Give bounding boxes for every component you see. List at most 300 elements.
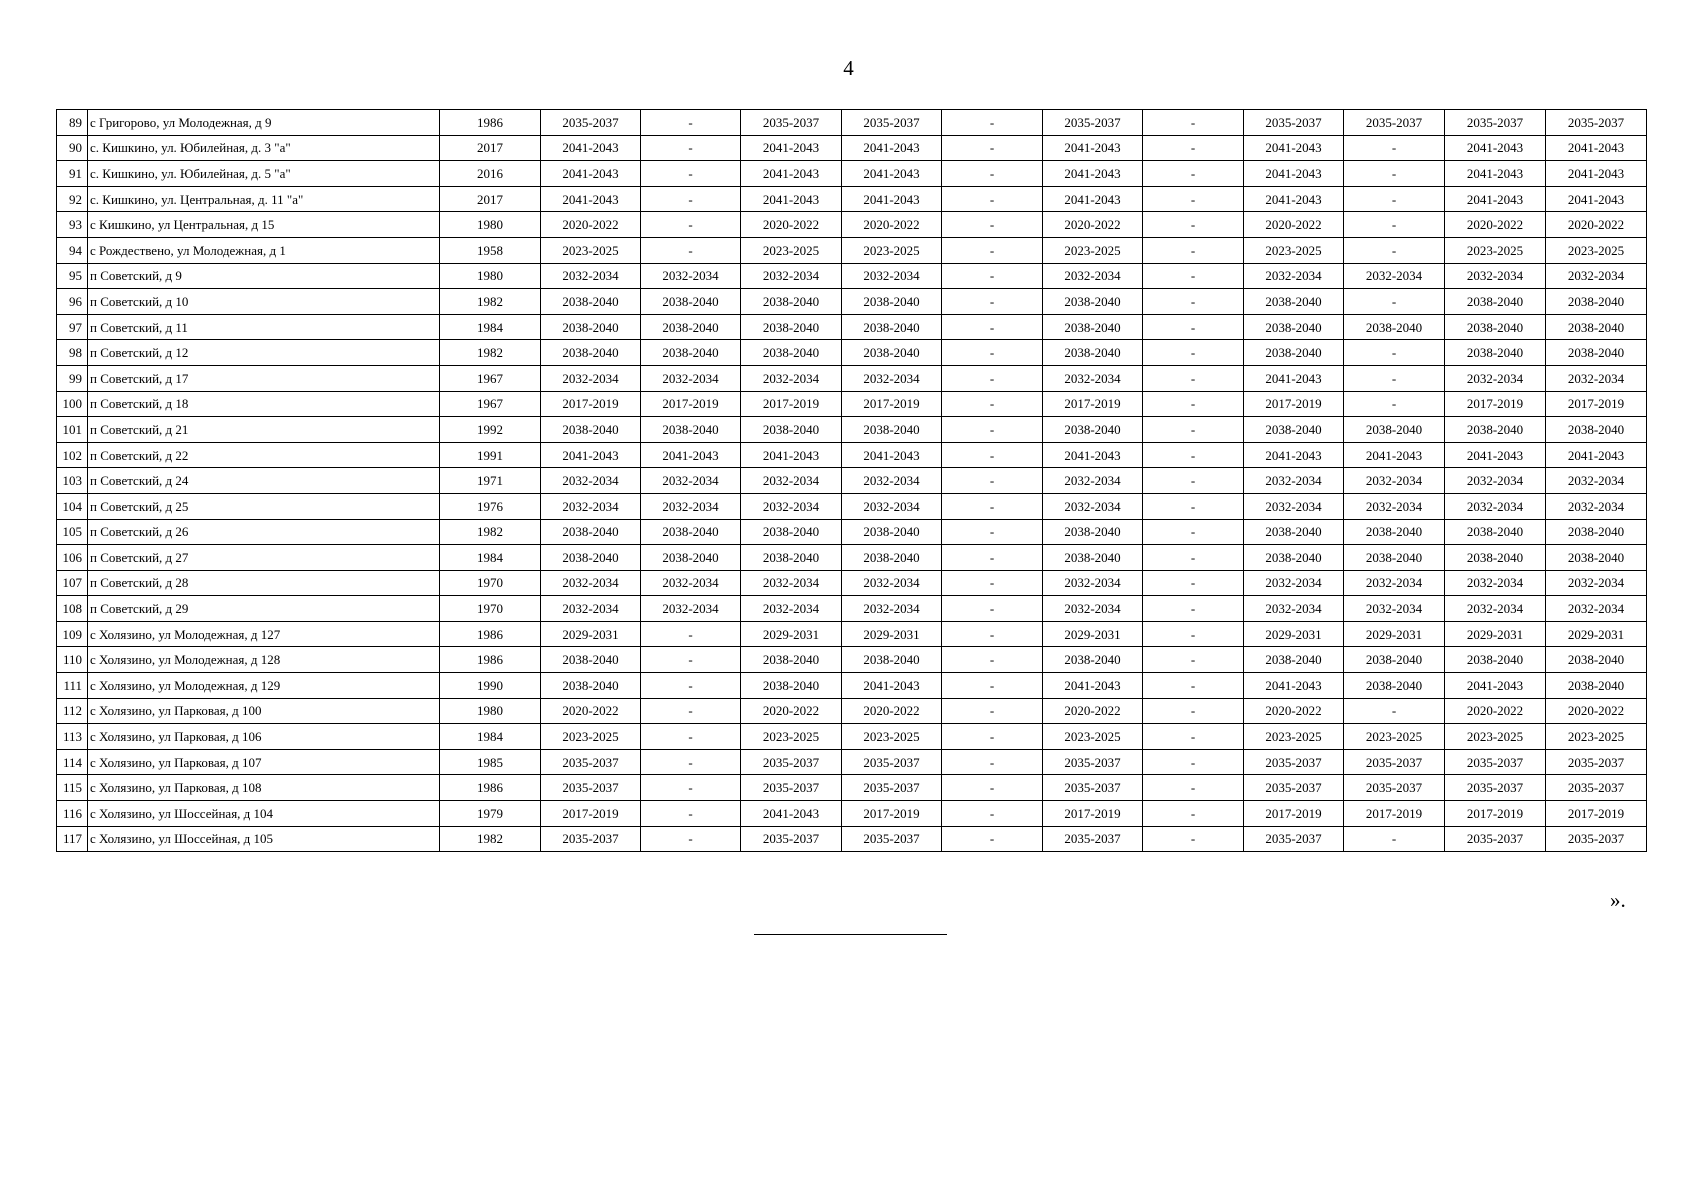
cell-period-8: 2038-2040 [1244, 314, 1344, 340]
cell-period-1: 2017-2019 [541, 391, 641, 417]
cell-period-9: - [1344, 237, 1445, 263]
cell-period-5: - [942, 596, 1043, 622]
housing-repair-schedule-table [56, 109, 1647, 852]
cell-period-11: 2032-2034 [1546, 263, 1647, 289]
table-row [57, 698, 1647, 724]
cell-row-number: 99 [57, 365, 88, 391]
cell-period-2: - [641, 161, 741, 187]
cell-period-10: 2035-2037 [1445, 826, 1546, 852]
cell-period-8: 2023-2025 [1244, 237, 1344, 263]
cell-row-number: 108 [57, 596, 88, 622]
cell-period-6: 2032-2034 [1043, 468, 1143, 494]
cell-period-10: 2032-2034 [1445, 493, 1546, 519]
cell-period-1: 2038-2040 [541, 340, 641, 366]
cell-period-4: 2038-2040 [842, 417, 942, 443]
cell-period-2: - [641, 237, 741, 263]
cell-period-8: 2032-2034 [1244, 493, 1344, 519]
cell-period-4: 2035-2037 [842, 110, 942, 136]
cell-period-2: 2038-2040 [641, 417, 741, 443]
cell-period-7: - [1143, 365, 1244, 391]
cell-period-5: - [942, 749, 1043, 775]
cell-row-number: 112 [57, 698, 88, 724]
cell-period-5: - [942, 110, 1043, 136]
cell-period-5: - [942, 673, 1043, 699]
cell-period-1: 2032-2034 [541, 468, 641, 494]
cell-period-10: 2032-2034 [1445, 468, 1546, 494]
cell-period-2: 2032-2034 [641, 570, 741, 596]
cell-row-number: 90 [57, 135, 88, 161]
table-row [57, 801, 1647, 827]
cell-period-3: 2032-2034 [741, 493, 842, 519]
table-row [57, 826, 1647, 852]
cell-period-2: - [641, 775, 741, 801]
cell-period-3: 2032-2034 [741, 570, 842, 596]
cell-period-11: 2038-2040 [1546, 519, 1647, 545]
cell-period-10: 2023-2025 [1445, 237, 1546, 263]
cell-row-number: 96 [57, 289, 88, 315]
cell-period-8: 2035-2037 [1244, 110, 1344, 136]
cell-row-number: 101 [57, 417, 88, 443]
cell-period-1: 2023-2025 [541, 237, 641, 263]
cell-period-10: 2023-2025 [1445, 724, 1546, 750]
cell-period-3: 2017-2019 [741, 391, 842, 417]
cell-period-9: - [1344, 135, 1445, 161]
cell-address: с Холязино, ул Молодежная, д 128 [88, 647, 440, 673]
cell-period-10: 2041-2043 [1445, 442, 1546, 468]
cell-period-11: 2041-2043 [1546, 186, 1647, 212]
cell-period-8: 2041-2043 [1244, 135, 1344, 161]
cell-period-7: - [1143, 801, 1244, 827]
table-row [57, 647, 1647, 673]
cell-period-9: 2032-2034 [1344, 493, 1445, 519]
cell-period-8: 2020-2022 [1244, 212, 1344, 238]
cell-year-built: 1986 [440, 621, 541, 647]
cell-period-10: 2032-2034 [1445, 365, 1546, 391]
cell-period-7: - [1143, 110, 1244, 136]
table-row [57, 442, 1647, 468]
cell-period-9: - [1344, 698, 1445, 724]
cell-row-number: 94 [57, 237, 88, 263]
cell-year-built: 1985 [440, 749, 541, 775]
cell-period-7: - [1143, 493, 1244, 519]
cell-period-9: 2023-2025 [1344, 724, 1445, 750]
cell-period-9: 2029-2031 [1344, 621, 1445, 647]
cell-period-2: - [641, 621, 741, 647]
table-body [57, 110, 1647, 852]
cell-period-10: 2038-2040 [1445, 314, 1546, 340]
cell-row-number: 110 [57, 647, 88, 673]
cell-period-8: 2035-2037 [1244, 749, 1344, 775]
cell-period-7: - [1143, 237, 1244, 263]
table-row [57, 212, 1647, 238]
cell-period-3: 2041-2043 [741, 186, 842, 212]
cell-period-1: 2035-2037 [541, 775, 641, 801]
cell-period-8: 2038-2040 [1244, 519, 1344, 545]
cell-period-10: 2038-2040 [1445, 519, 1546, 545]
cell-address: с Рождествено, ул Молодежная, д 1 [88, 237, 440, 263]
cell-period-11: 2020-2022 [1546, 212, 1647, 238]
cell-period-5: - [942, 417, 1043, 443]
cell-period-11: 2035-2037 [1546, 775, 1647, 801]
cell-period-9: 2035-2037 [1344, 110, 1445, 136]
cell-period-11: 2035-2037 [1546, 749, 1647, 775]
cell-period-6: 2038-2040 [1043, 545, 1143, 571]
cell-period-6: 2017-2019 [1043, 391, 1143, 417]
cell-period-3: 2038-2040 [741, 340, 842, 366]
cell-period-7: - [1143, 186, 1244, 212]
cell-address: п Советский, д 25 [88, 493, 440, 519]
cell-address: п Советский, д 28 [88, 570, 440, 596]
cell-year-built: 1986 [440, 647, 541, 673]
cell-period-2: 2032-2034 [641, 365, 741, 391]
cell-period-9: - [1344, 826, 1445, 852]
cell-period-1: 2032-2034 [541, 493, 641, 519]
cell-year-built: 1980 [440, 698, 541, 724]
cell-period-9: - [1344, 212, 1445, 238]
cell-period-7: - [1143, 135, 1244, 161]
cell-address: п Советский, д 24 [88, 468, 440, 494]
cell-period-6: 2032-2034 [1043, 570, 1143, 596]
cell-period-6: 2041-2043 [1043, 161, 1143, 187]
cell-period-3: 2035-2037 [741, 775, 842, 801]
cell-address: п Советский, д 27 [88, 545, 440, 571]
cell-year-built: 1982 [440, 519, 541, 545]
cell-period-9: 2038-2040 [1344, 314, 1445, 340]
cell-year-built: 1970 [440, 570, 541, 596]
cell-address: п Советский, д 9 [88, 263, 440, 289]
cell-period-2: 2038-2040 [641, 289, 741, 315]
cell-year-built: 1976 [440, 493, 541, 519]
cell-period-1: 2038-2040 [541, 314, 641, 340]
cell-period-5: - [942, 365, 1043, 391]
cell-period-1: 2017-2019 [541, 801, 641, 827]
cell-period-8: 2041-2043 [1244, 442, 1344, 468]
table-row [57, 570, 1647, 596]
cell-period-1: 2038-2040 [541, 519, 641, 545]
cell-year-built: 1992 [440, 417, 541, 443]
cell-period-3: 2041-2043 [741, 161, 842, 187]
cell-period-5: - [942, 212, 1043, 238]
cell-period-2: - [641, 749, 741, 775]
cell-period-10: 2041-2043 [1445, 161, 1546, 187]
cell-period-2: - [641, 135, 741, 161]
cell-year-built: 1958 [440, 237, 541, 263]
cell-period-4: 2041-2043 [842, 442, 942, 468]
cell-period-3: 2020-2022 [741, 698, 842, 724]
cell-row-number: 104 [57, 493, 88, 519]
cell-period-6: 2023-2025 [1043, 724, 1143, 750]
cell-period-3: 2029-2031 [741, 621, 842, 647]
cell-period-2: - [641, 724, 741, 750]
cell-period-7: - [1143, 724, 1244, 750]
cell-year-built: 1990 [440, 673, 541, 699]
cell-period-6: 2032-2034 [1043, 493, 1143, 519]
table-row [57, 417, 1647, 443]
cell-period-11: 2020-2022 [1546, 698, 1647, 724]
table-row [57, 161, 1647, 187]
cell-period-10: 2041-2043 [1445, 673, 1546, 699]
table-row [57, 493, 1647, 519]
cell-period-3: 2020-2022 [741, 212, 842, 238]
cell-period-11: 2038-2040 [1546, 545, 1647, 571]
cell-period-1: 2020-2022 [541, 212, 641, 238]
cell-period-4: 2020-2022 [842, 698, 942, 724]
cell-period-11: 2032-2034 [1546, 365, 1647, 391]
cell-period-8: 2038-2040 [1244, 289, 1344, 315]
cell-period-11: 2032-2034 [1546, 570, 1647, 596]
cell-period-1: 2038-2040 [541, 289, 641, 315]
cell-period-10: 2041-2043 [1445, 186, 1546, 212]
cell-period-8: 2032-2034 [1244, 596, 1344, 622]
cell-period-4: 2032-2034 [842, 596, 942, 622]
cell-row-number: 97 [57, 314, 88, 340]
cell-period-7: - [1143, 698, 1244, 724]
cell-address: п Советский, д 29 [88, 596, 440, 622]
cell-period-5: - [942, 493, 1043, 519]
cell-period-4: 2032-2034 [842, 493, 942, 519]
cell-year-built: 1979 [440, 801, 541, 827]
cell-period-3: 2032-2034 [741, 596, 842, 622]
cell-address: п Советский, д 12 [88, 340, 440, 366]
cell-period-1: 2038-2040 [541, 545, 641, 571]
cell-address: с Холязино, ул Шоссейная, д 105 [88, 826, 440, 852]
cell-period-10: 2038-2040 [1445, 417, 1546, 443]
cell-address: с Холязино, ул Парковая, д 100 [88, 698, 440, 724]
cell-period-8: 2041-2043 [1244, 673, 1344, 699]
cell-address: с Кишкино, ул Центральная, д 15 [88, 212, 440, 238]
cell-period-4: 2017-2019 [842, 801, 942, 827]
cell-period-4: 2038-2040 [842, 314, 942, 340]
cell-address: с Холязино, ул Молодежная, д 127 [88, 621, 440, 647]
cell-period-6: 2038-2040 [1043, 314, 1143, 340]
cell-period-10: 2032-2034 [1445, 570, 1546, 596]
cell-period-4: 2032-2034 [842, 570, 942, 596]
cell-period-1: 2038-2040 [541, 647, 641, 673]
cell-period-11: 2038-2040 [1546, 647, 1647, 673]
cell-period-9: 2041-2043 [1344, 442, 1445, 468]
cell-period-4: 2038-2040 [842, 340, 942, 366]
cell-period-2: - [641, 826, 741, 852]
cell-row-number: 114 [57, 749, 88, 775]
cell-period-7: - [1143, 749, 1244, 775]
closing-quote-mark: ». [1610, 888, 1626, 912]
cell-period-4: 2032-2034 [842, 365, 942, 391]
cell-period-7: - [1143, 391, 1244, 417]
cell-period-10: 2038-2040 [1445, 647, 1546, 673]
cell-period-7: - [1143, 340, 1244, 366]
table-row [57, 289, 1647, 315]
cell-period-11: 2017-2019 [1546, 801, 1647, 827]
table-row [57, 135, 1647, 161]
cell-period-8: 2029-2031 [1244, 621, 1344, 647]
cell-row-number: 100 [57, 391, 88, 417]
cell-address: п Советский, д 26 [88, 519, 440, 545]
cell-address: п Советский, д 22 [88, 442, 440, 468]
table-row [57, 365, 1647, 391]
cell-period-5: - [942, 442, 1043, 468]
cell-period-11: 2041-2043 [1546, 442, 1647, 468]
cell-period-5: - [942, 698, 1043, 724]
cell-period-10: 2029-2031 [1445, 621, 1546, 647]
cell-period-6: 2038-2040 [1043, 340, 1143, 366]
table-row [57, 673, 1647, 699]
cell-period-2: 2032-2034 [641, 468, 741, 494]
cell-period-2: 2038-2040 [641, 519, 741, 545]
cell-period-8: 2017-2019 [1244, 391, 1344, 417]
cell-period-3: 2041-2043 [741, 801, 842, 827]
cell-period-9: - [1344, 289, 1445, 315]
cell-address: с Холязино, ул Парковая, д 107 [88, 749, 440, 775]
cell-period-9: - [1344, 161, 1445, 187]
table-row [57, 621, 1647, 647]
cell-period-9: 2038-2040 [1344, 647, 1445, 673]
cell-period-7: - [1143, 417, 1244, 443]
cell-period-6: 2035-2037 [1043, 110, 1143, 136]
cell-period-5: - [942, 724, 1043, 750]
cell-period-11: 2035-2037 [1546, 110, 1647, 136]
cell-period-4: 2020-2022 [842, 212, 942, 238]
page-number: 4 [843, 56, 854, 80]
cell-period-4: 2032-2034 [842, 468, 942, 494]
cell-period-5: - [942, 391, 1043, 417]
cell-year-built: 1986 [440, 110, 541, 136]
cell-period-7: - [1143, 212, 1244, 238]
cell-address: п Советский, д 21 [88, 417, 440, 443]
cell-period-11: 2023-2025 [1546, 724, 1647, 750]
cell-year-built: 1991 [440, 442, 541, 468]
cell-address: с. Кишкино, ул. Центральная, д. 11 "а" [88, 186, 440, 212]
table-row [57, 468, 1647, 494]
cell-period-10: 2041-2043 [1445, 135, 1546, 161]
cell-period-10: 2020-2022 [1445, 698, 1546, 724]
cell-period-11: 2032-2034 [1546, 468, 1647, 494]
cell-year-built: 1980 [440, 212, 541, 238]
cell-period-7: - [1143, 596, 1244, 622]
cell-year-built: 1967 [440, 365, 541, 391]
table-row [57, 237, 1647, 263]
cell-period-5: - [942, 289, 1043, 315]
cell-period-1: 2035-2037 [541, 826, 641, 852]
cell-period-4: 2035-2037 [842, 749, 942, 775]
cell-row-number: 115 [57, 775, 88, 801]
cell-period-4: 2038-2040 [842, 545, 942, 571]
cell-period-6: 2029-2031 [1043, 621, 1143, 647]
cell-period-1: 2020-2022 [541, 698, 641, 724]
cell-period-10: 2038-2040 [1445, 545, 1546, 571]
cell-period-4: 2023-2025 [842, 237, 942, 263]
cell-address: п Советский, д 18 [88, 391, 440, 417]
cell-period-3: 2038-2040 [741, 647, 842, 673]
cell-period-1: 2029-2031 [541, 621, 641, 647]
table-row [57, 749, 1647, 775]
cell-period-6: 2020-2022 [1043, 212, 1143, 238]
cell-period-2: - [641, 801, 741, 827]
cell-period-6: 2041-2043 [1043, 673, 1143, 699]
cell-period-6: 2032-2034 [1043, 596, 1143, 622]
cell-period-4: 2041-2043 [842, 673, 942, 699]
cell-period-3: 2032-2034 [741, 468, 842, 494]
cell-period-4: 2038-2040 [842, 289, 942, 315]
cell-period-8: 2038-2040 [1244, 417, 1344, 443]
cell-period-5: - [942, 826, 1043, 852]
cell-period-5: - [942, 621, 1043, 647]
cell-period-3: 2041-2043 [741, 135, 842, 161]
cell-period-9: - [1344, 365, 1445, 391]
cell-period-8: 2032-2034 [1244, 570, 1344, 596]
cell-period-11: 2038-2040 [1546, 673, 1647, 699]
cell-period-9: 2038-2040 [1344, 673, 1445, 699]
cell-period-8: 2038-2040 [1244, 647, 1344, 673]
cell-period-11: 2017-2019 [1546, 391, 1647, 417]
cell-period-9: 2032-2034 [1344, 468, 1445, 494]
cell-period-7: - [1143, 468, 1244, 494]
table-row [57, 391, 1647, 417]
table-row [57, 263, 1647, 289]
cell-period-5: - [942, 135, 1043, 161]
cell-period-1: 2035-2037 [541, 110, 641, 136]
cell-period-8: 2032-2034 [1244, 468, 1344, 494]
table-row [57, 545, 1647, 571]
cell-address: с Холязино, ул Шоссейная, д 104 [88, 801, 440, 827]
cell-period-8: 2041-2043 [1244, 365, 1344, 391]
cell-row-number: 93 [57, 212, 88, 238]
cell-address: п Советский, д 17 [88, 365, 440, 391]
cell-year-built: 2016 [440, 161, 541, 187]
cell-period-2: - [641, 110, 741, 136]
cell-period-5: - [942, 161, 1043, 187]
cell-period-7: - [1143, 647, 1244, 673]
cell-period-3: 2038-2040 [741, 673, 842, 699]
cell-period-11: 2029-2031 [1546, 621, 1647, 647]
cell-period-8: 2038-2040 [1244, 545, 1344, 571]
cell-period-3: 2038-2040 [741, 417, 842, 443]
cell-period-1: 2041-2043 [541, 161, 641, 187]
cell-period-9: 2035-2037 [1344, 775, 1445, 801]
cell-period-5: - [942, 314, 1043, 340]
cell-year-built: 1970 [440, 596, 541, 622]
cell-year-built: 1984 [440, 314, 541, 340]
cell-row-number: 116 [57, 801, 88, 827]
cell-row-number: 113 [57, 724, 88, 750]
cell-period-4: 2029-2031 [842, 621, 942, 647]
cell-period-1: 2023-2025 [541, 724, 641, 750]
cell-period-7: - [1143, 442, 1244, 468]
cell-period-10: 2035-2037 [1445, 110, 1546, 136]
cell-period-7: - [1143, 289, 1244, 315]
cell-period-11: 2032-2034 [1546, 596, 1647, 622]
cell-year-built: 1971 [440, 468, 541, 494]
cell-address: с Холязино, ул Парковая, д 108 [88, 775, 440, 801]
cell-period-5: - [942, 570, 1043, 596]
cell-period-3: 2041-2043 [741, 442, 842, 468]
table-row [57, 314, 1647, 340]
cell-period-11: 2041-2043 [1546, 161, 1647, 187]
cell-period-8: 2020-2022 [1244, 698, 1344, 724]
cell-period-7: - [1143, 570, 1244, 596]
cell-period-6: 2020-2022 [1043, 698, 1143, 724]
cell-period-8: 2041-2043 [1244, 161, 1344, 187]
cell-period-6: 2038-2040 [1043, 519, 1143, 545]
cell-year-built: 1984 [440, 545, 541, 571]
cell-period-3: 2038-2040 [741, 314, 842, 340]
cell-period-2: 2032-2034 [641, 493, 741, 519]
table-row [57, 340, 1647, 366]
cell-period-3: 2023-2025 [741, 237, 842, 263]
cell-period-6: 2023-2025 [1043, 237, 1143, 263]
cell-year-built: 1982 [440, 340, 541, 366]
table-row [57, 596, 1647, 622]
cell-period-8: 2023-2025 [1244, 724, 1344, 750]
